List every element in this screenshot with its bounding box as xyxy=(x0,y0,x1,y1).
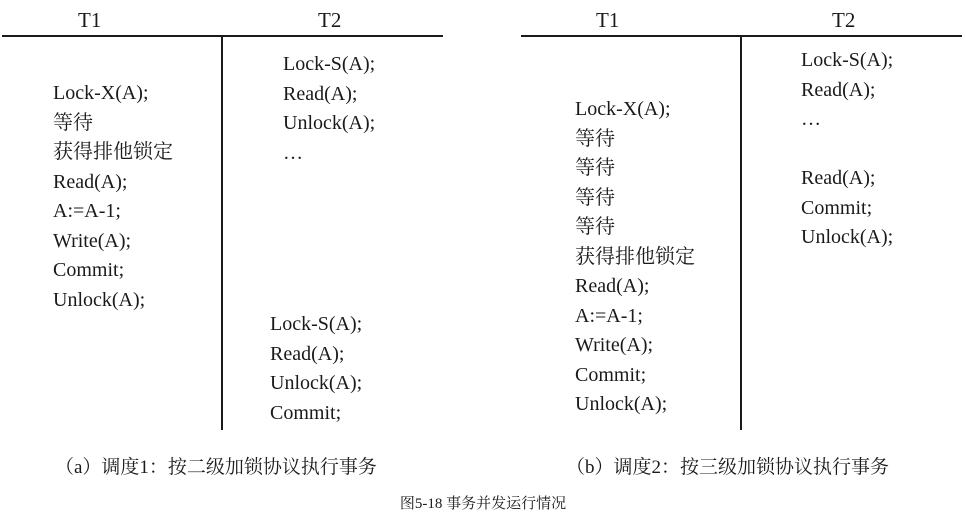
step: Lock-X(A); xyxy=(53,82,149,104)
step: A:=A-1; xyxy=(53,200,121,222)
step: 等待 xyxy=(575,157,615,179)
panel-b-t2-steps-top xyxy=(801,46,893,135)
step: Lock-S(A); xyxy=(283,53,376,75)
step: Commit; xyxy=(53,259,125,281)
step: Lock-X(A); xyxy=(575,98,671,120)
panel-b-header-t2: T2 xyxy=(832,8,856,32)
step: … xyxy=(283,141,303,164)
panel-b-t2-steps-bottom xyxy=(801,164,893,253)
step: Read(A); xyxy=(801,167,876,189)
step: Read(A); xyxy=(575,275,650,297)
step: 等待 xyxy=(575,216,615,238)
panel-a-header-t1: T1 xyxy=(78,8,102,32)
panel-a-t1-steps xyxy=(53,79,173,315)
step: Read(A); xyxy=(283,82,358,105)
step: Unlock(A); xyxy=(283,112,376,134)
step: 获得排他锁定 xyxy=(575,245,695,268)
step: Lock-S(A); xyxy=(801,49,894,71)
step: Read(A); xyxy=(270,342,345,365)
panel-a-t2-steps-top xyxy=(283,50,375,168)
step: Write(A); xyxy=(575,334,654,356)
step: 等待 xyxy=(575,127,615,150)
step: Unlock(A); xyxy=(801,226,894,248)
panel-b-divider xyxy=(740,35,742,430)
step: Commit; xyxy=(801,196,873,219)
panel-a-caption: （a）调度1：按二级加锁协议执行事务 xyxy=(55,457,377,478)
step: Unlock(A); xyxy=(270,372,363,394)
step: A:=A-1; xyxy=(575,304,643,327)
step: Unlock(A); xyxy=(53,288,146,311)
step: Lock-S(A); xyxy=(270,313,363,335)
panel-a-t2-steps-bottom xyxy=(270,310,362,428)
figure-caption: 图5-18 事务并发运行情况 xyxy=(399,496,567,512)
step: Read(A); xyxy=(53,170,128,193)
step: … xyxy=(801,108,821,130)
panel-a-divider xyxy=(221,35,223,430)
step: 获得排他锁定 xyxy=(53,141,173,163)
panel-a-header-t2: T2 xyxy=(318,8,342,32)
step: Write(A); xyxy=(53,229,132,252)
step: Unlock(A); xyxy=(575,393,668,415)
panel-b-caption: （b）调度2：按三级加锁协议执行事务 xyxy=(566,457,890,478)
step: 等待 xyxy=(53,111,93,134)
step: Commit; xyxy=(270,401,342,424)
step: Read(A); xyxy=(801,78,876,101)
step: Commit; xyxy=(575,363,647,386)
step: 等待 xyxy=(575,186,615,209)
panel-b-t1-steps xyxy=(575,95,695,420)
panel-b-header-t1: T1 xyxy=(596,8,620,32)
